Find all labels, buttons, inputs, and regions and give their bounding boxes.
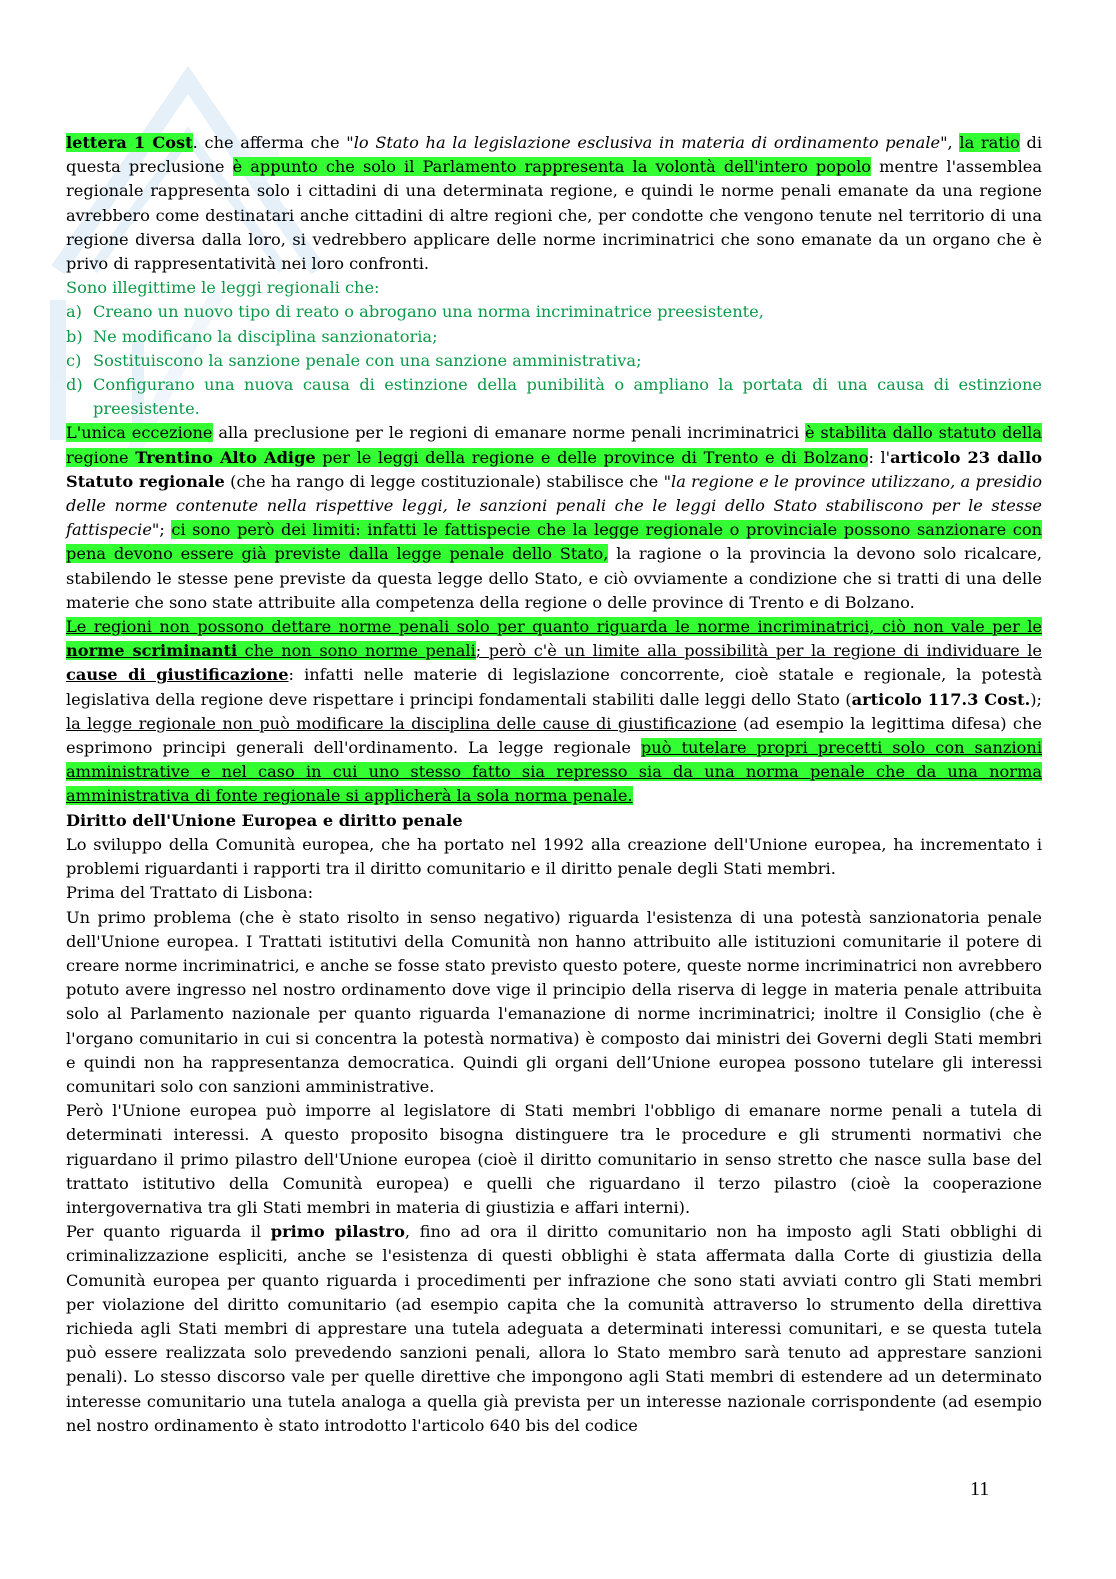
list-item (66, 325, 1042, 349)
paragraph-6: Un primo problema (che è stato risolto in senso negativo) riguarda l'esistenza di una potestà sanzionatoria penale dell'Unione europea. I Trattati istitutivi della Comunità non hanno attribuito alle istituzioni comunitarie il potere di creare norme incriminatrici, e anche se fosse stato previsto questo potere, queste norme incriminatrici non avrebbero potuto avere ingresso nel nostro ordinamento dove vige il principio della riserva di legge in materia penale attribuita solo al Parlamento nazionale per quanto riguarda l'emanazione di norme incriminatrici; inoltre il Consiglio (che è l'organo comunitario in cui si concentra la potestà normativa) è composto dai ministri dei Governi degli Stati membri e quindi non ha rappresentanza democratica. Quindi gli organi dell’Unione europea possono tutelare gli interessi comunitari solo con sanzioni amministrative. (66, 907, 1042, 1096)
list-text: Ne modificano la disciplina sanzionatoria; (93, 326, 438, 346)
bold-text: articolo 23 dallo Statuto regionale (66, 447, 1042, 491)
illegitimate-laws-list (66, 300, 1042, 421)
list-item (66, 349, 1042, 373)
paragraph-1 (66, 131, 1042, 276)
text-run: : infatti nelle materie di legislazione concorrente, cioè statale e regionale, la potestà legislativa della regione deve rispettare i principi fondamentali stabiliti dalle leggi dello Stato ( (66, 665, 1042, 709)
paragraph-5: Prima del Trattato di Lisbona: (66, 883, 314, 903)
list-intro: Sono illegittime le leggi regionali che: (66, 278, 380, 298)
paragraph-4: Lo sviluppo della Comunità europea, che ha portato nel 1992 alla creazione dell'Unione europea, ha incrementato i problemi riguardanti i rapporti tra il diritto comunitario e il diritto penale degli Stati membri. (66, 834, 1042, 879)
text-run: che non sono norme penali (237, 641, 476, 661)
list-text: Sostituiscono la sanzione penale con una sanzione amministrativa; (93, 350, 642, 370)
italic-quote: lo Stato ha la legislazione esclusiva in materia di ordinamento penale (353, 133, 941, 152)
text-run: ; però c'è un limite alla possibilità per la regione di individuare le (475, 641, 1042, 661)
highlight: è appunto che solo il Parlamento rappresenta la volontà dell'intero popolo (232, 157, 872, 177)
underline-run: la legge regionale non può modificare la disciplina delle cause di giustificazione (66, 713, 737, 733)
page-number: 11 (970, 1478, 990, 1500)
text-run: alla preclusione per le regioni di emanare norme penali incriminatrici (212, 423, 805, 443)
paragraph-2 (66, 421, 1042, 615)
text-run: : l' (868, 447, 891, 467)
bold-text: articolo 117.3 Cost. (851, 689, 1031, 709)
list-letter: a) (66, 302, 82, 322)
text-run: per le leggi della regione e delle province di Trento e di Bolzano (315, 447, 869, 467)
italic-quote: la regione e le province utilizzano, a presidio delle norme contenute nella rispettive leggi, le sanzioni penali che le leggi dello Stato stabiliscono per le stesse fattispecie (66, 471, 1042, 540)
text-run: di questa preclusione (66, 133, 1042, 177)
text-run: . che afferma che " (192, 133, 354, 152)
section-heading: Diritto dell'Unione Europea e diritto penale (66, 810, 463, 830)
bold-text: Trentino Alto Adige (135, 447, 316, 467)
text-run: ", (940, 133, 960, 152)
bold-text: norme scriminanti (66, 641, 238, 661)
paragraph-7: Però l'Unione europea può imporre al legislatore di Stati membri l'obbligo di emanare norme penali a tutela di determinati interessi. A questo proposito bisogna distinguere tra le procedure e gli strumenti normativi che riguardano il primo pilastro dell'Unione europea (cioè il diritto comunitario in senso stretto che nasce sulla base del trattato istitutivo della Comunità europea) e quelli che riguardano il terzo pilastro (cioè la cooperazione intergovernativa tra gli Stati membri in materia di giustizia e affari interni). (66, 1101, 1042, 1217)
text-run: Per quanto riguarda il (66, 1222, 271, 1242)
list-text: Configurano una nuova causa di estinzione della punibilità o ampliano la portata di una causa di estinzione preesistente. (93, 375, 1042, 419)
list-letter: d) (66, 375, 83, 395)
highlight-underline: può tutelare propri precetti solo con sanzioni amministrative e nel caso in cui uno stesso fatto sia represso sia da una norma penale che da una norma amministrativa di fonte regionale si applicherà la sola norma penale. (66, 738, 1042, 806)
list-item (66, 373, 1042, 421)
bold-highlight: lettera 1 Cost (66, 133, 193, 152)
list-letter: b) (66, 326, 83, 346)
text-run: ); (1030, 689, 1042, 709)
list-item (66, 300, 1042, 324)
page-content (66, 131, 1042, 1438)
text-run: è stabilita dallo statuto della regione (66, 423, 1042, 467)
list-text: Creano un nuovo tipo di reato o abrogano una norma incriminatrice preesistente, (93, 302, 764, 322)
text-run: (che ha rango di legge costituzionale) stabilisce che " (224, 471, 672, 491)
text-run: (ad esempio la legittima difesa) che esprimono principi generali dell'ordinamento. La legge regionale (66, 713, 1042, 758)
highlight: L'unica eccezione (66, 423, 213, 443)
highlight: ci sono però dei limiti: infatti le fattispecie che la legge regionale o provinciale possono sanzionare con pena devono essere già previste dalla legge penale dello Stato, (66, 520, 1042, 564)
bold-text: cause di giustificazione (66, 665, 289, 685)
bold-text: primo pilastro (270, 1222, 405, 1242)
text-run: "; (151, 520, 172, 540)
highlight: la ratio (959, 133, 1020, 152)
text-run: Le regioni non possono dettare norme penali solo per quanto riguarda le norme incriminatrici, ciò non vale per le (66, 617, 1042, 637)
paragraph-8 (66, 1220, 1042, 1438)
text-run: mentre l'assemblea regionale rappresenta solo i cittadini di una determinata regione, e quindi le norme penali emanate da una regione avrebbero come destinatari anche cittadini di altre regioni che, per condotte che vengono tenute nel territorio di una regione diversa dalla loro, si vedrebbero applicare delle norme incriminatrici che sono emanate da un organo che è privo di rappresentatività nei loro confronti. (66, 157, 1043, 274)
text-run: , fino ad ora il diritto comunitario non ha imposto agli Stati obblighi di criminalizzazione espliciti, anche se l'esistenza di questi obblighi è stata affermata dalla Corte di giustizia della Comunità europea per quanto riguarda i procedimenti per infrazione che sono stati avviati contro gli Stati membri per violazione del diritto comunitario (ad esempio capita che la comunità attraverso lo strumento della direttiva richieda agli Stati membri di apprestare una tutela adeguata a determinati interessi comunitari, e se questa tutela può essere realizzata solo prevedendo sanzioni penali, allora lo Stato membro sarà tenuto ad apprestare sanzioni penali). Lo stesso discorso vale per quelle direttive che impongono agli Stati membri di estendere ad un determinato interesse comunitario una tutela analoga a quella già prevista per un interesse nazionale corrispondente (ad esempio nel nostro ordinamento è stato introdotto l'articolo 640 bis del codice (66, 1222, 1042, 1435)
text-run: la ragione o la provincia la devono solo ricalcare, stabilendo le stesse pene previste da questa legge dello Stato, e ciò ovviamente a condizione che si tratti di una delle materie che sono state attribuite alla competenza della regione o delle province di Trento e di Bolzano. (66, 544, 1042, 612)
list-letter: c) (66, 350, 82, 370)
paragraph-3 (66, 615, 1042, 809)
